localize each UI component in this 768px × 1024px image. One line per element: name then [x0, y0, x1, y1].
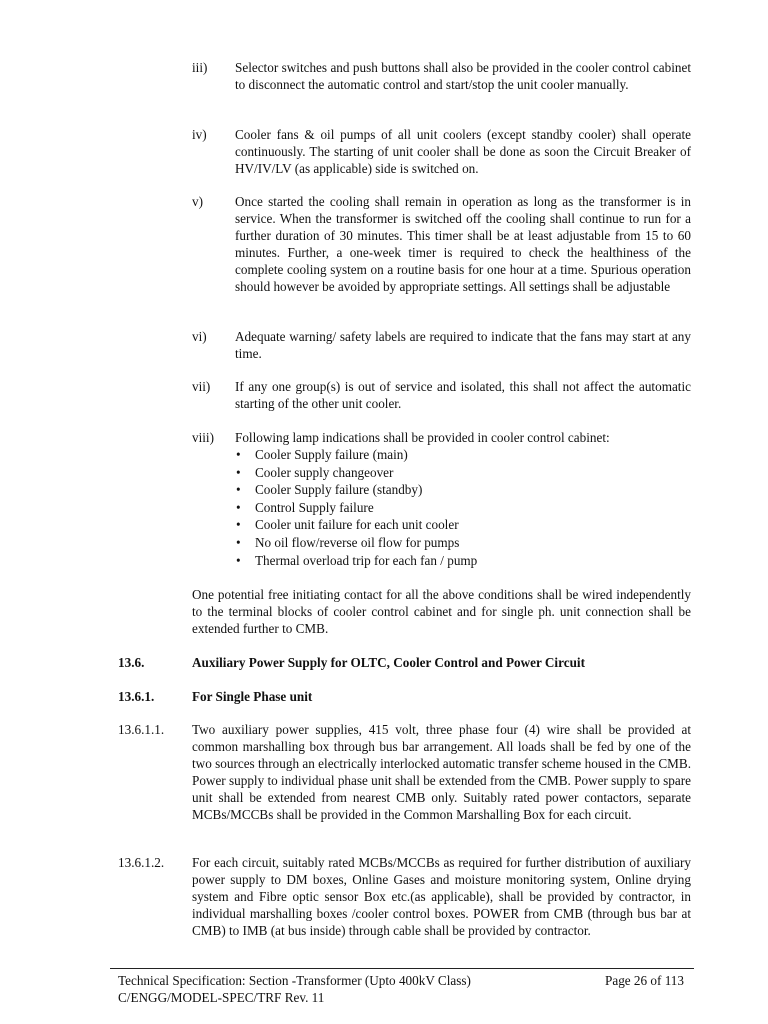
clause-iv — [192, 126, 691, 177]
list-item: • No oil flow/reverse oil flow for pumps — [235, 534, 691, 552]
clause-intro: Following lamp indications shall be provided in cooler control cabinet: — [235, 430, 610, 445]
clause-number: iv) — [192, 127, 207, 142]
clause-text: Once started the cooling shall remain in operation as long as the transformer is in service. When the transformer is switched off the cooling shall continue to run for a further duration of 30 minutes. This timer shall be at least adjustable from 15 to 60 minutes. Further, a one-week timer is required to check the healthiness of the complete cooling system on a routine basis for one hour at a time. Spurious operation should however be avoided by appropriate settings. All settings shall be adjustable — [235, 194, 691, 294]
section-heading-13-6 — [118, 654, 691, 671]
clause-number: v) — [192, 194, 203, 209]
list-item: • Cooler unit failure for each unit cooler — [235, 516, 691, 534]
lamp-indication-list — [235, 446, 691, 569]
clause-iii — [192, 59, 691, 93]
clause-text — [235, 429, 691, 569]
clause-13-6-1-2 — [118, 854, 691, 939]
section-heading-13-6-1 — [118, 688, 691, 705]
clause-number: vi) — [192, 329, 207, 344]
list-item: • Cooler supply changeover — [235, 464, 691, 482]
page-number: Page 26 of 113 — [605, 973, 684, 988]
clause-vii — [192, 378, 691, 412]
clause-vi — [192, 328, 691, 362]
list-item: • Cooler Supply failure (standby) — [235, 481, 691, 499]
section-title: For Single Phase unit — [192, 689, 313, 704]
section-number: 13.6. — [118, 655, 145, 670]
clause-text: Two auxiliary power supplies, 415 volt, three phase four (4) wire shall be provided at common marshalling box through bus bar arrangement. All loads shall be fed by one of the two sources through an electrically interlocked automatic transfer scheme housed in the CMB. Power supply to individual phase unit shall be extended from the CMB. Power supply to spare unit shall be extended from nearest CMB only. Suitably rated power contactors, separate MCBs/MCCBs shall be provided in the Common Marshalling Box for each circuit. — [192, 722, 691, 822]
clause-number: iii) — [192, 60, 208, 75]
list-item: • Control Supply failure — [235, 499, 691, 517]
section-title: Auxiliary Power Supply for OLTC, Cooler Control and Power Circuit — [192, 655, 585, 670]
clause-viii — [192, 429, 691, 569]
clause-number: viii) — [192, 430, 214, 445]
clause-text: Adequate warning/ safety labels are required to indicate that the fans may start at any time. — [235, 329, 691, 361]
clause-v — [192, 193, 691, 295]
clause-number: vii) — [192, 379, 211, 394]
list-item: • Thermal overload trip for each fan / pump — [235, 552, 691, 570]
list-item: • Cooler Supply failure (main) — [235, 446, 691, 464]
clause-text: Selector switches and push buttons shall also be provided in the cooler control cabinet to disconnect the automatic control and start/stop the unit cooler manually. — [235, 60, 691, 92]
section-number: 13.6.1. — [118, 689, 155, 704]
clause-text: If any one group(s) is out of service and isolated, this shall not affect the automatic starting of the other unit cooler. — [235, 379, 691, 411]
page-footer — [118, 972, 684, 1006]
footer-spec-title: Technical Specification: Section -Transformer (Upto 400kV Class) — [118, 973, 471, 988]
section-number: 13.6.1.1. — [118, 722, 165, 737]
footer-divider — [110, 968, 694, 969]
section-number: 13.6.1.2. — [118, 855, 165, 870]
contact-paragraph: One potential free initiating contact for all the above conditions shall be wired independently to the terminal blocks of cooler control cabinet and for single ph. unit connection shall be extended further to CMB. — [192, 587, 691, 636]
clause-text: For each circuit, suitably rated MCBs/MCCBs as required for further distribution of auxiliary power supply to DM boxes, Online Gases and moisture monitoring system, Online drying system and Fibre optic sensor Box etc.(as applicable), shall be provided by contractor, in individual marshalling boxes /cooler control boxes. POWER from CMB (through bus bar at CMB) to IMB (at bus inside) through cable shall be provided by contractor. — [192, 855, 691, 938]
clause-text: Cooler fans & oil pumps of all unit coolers (except standby cooler) shall operate continuously. The starting of unit cooler shall be done as soon the Circuit Breaker of HV/IV/LV (as applicable) side is switched on. — [235, 127, 691, 176]
clause-13-6-1-1 — [118, 721, 691, 823]
footer-doc-ref: C/ENGG/MODEL-SPEC/TRF Rev. 11 — [118, 990, 325, 1005]
